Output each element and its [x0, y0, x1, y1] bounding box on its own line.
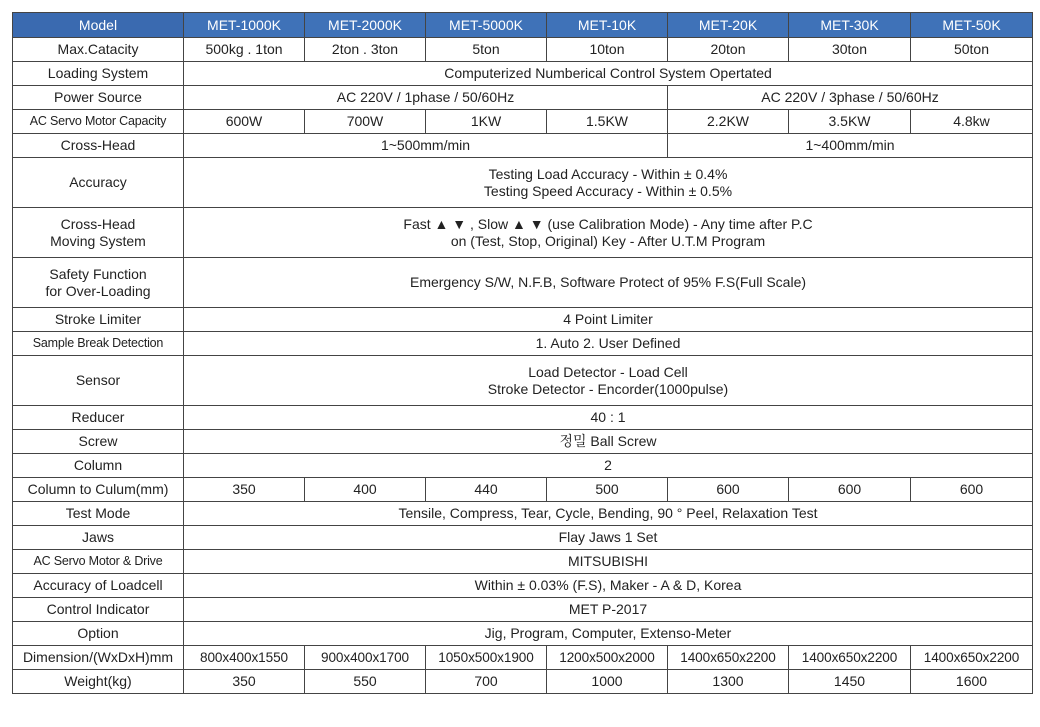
table-cell: 1050x500x1900 — [426, 646, 547, 670]
table-cell: 40 : 1 — [184, 406, 1033, 430]
row-label: Test Mode — [13, 502, 184, 526]
table-cell: 350 — [184, 670, 305, 694]
table-cell: 3.5KW — [789, 110, 911, 134]
row-label-line-2: Moving System — [50, 232, 146, 249]
row-label: Accuracy — [13, 158, 184, 208]
table-cell: 1200x500x2000 — [547, 646, 668, 670]
table-cell: MITSUBISHI — [184, 550, 1033, 574]
row-label: Column — [13, 454, 184, 478]
row-dimension — [13, 646, 1033, 670]
row-label: Screw — [13, 430, 184, 454]
table-cell: 1400x650x2200 — [668, 646, 789, 670]
table-cell: 1000 — [547, 670, 668, 694]
table-cell: 4.8kw — [911, 110, 1033, 134]
table-cell: Computerized Numberical Control System Opertated — [184, 62, 1033, 86]
row-control-indicator — [13, 598, 1033, 622]
model-header: Model — [13, 13, 184, 38]
model-col-5: MET-20K — [668, 13, 789, 38]
table-cell: 10ton — [547, 38, 668, 62]
row-label-line-1: Cross-Head — [60, 215, 136, 232]
table-cell: 1~400mm/min — [668, 134, 1033, 158]
row-label: Control Indicator — [13, 598, 184, 622]
table-cell: 600 — [789, 478, 911, 502]
table-cell: 2.2KW — [668, 110, 789, 134]
row-loading-system — [13, 62, 1033, 86]
table-cell: 30ton — [789, 38, 911, 62]
table-cell: 1.5KW — [547, 110, 668, 134]
table-cell: AC 220V / 1phase / 50/60Hz — [184, 86, 668, 110]
row-break-detection — [13, 332, 1033, 356]
table-cell: 900x400x1700 — [305, 646, 426, 670]
table-cell: MET P-2017 — [184, 598, 1033, 622]
table-cell: 440 — [426, 478, 547, 502]
table-cell: 2 — [184, 454, 1033, 478]
model-col-2: MET-2000K — [305, 13, 426, 38]
table-cell: 1450 — [789, 670, 911, 694]
model-col-4: MET-10K — [547, 13, 668, 38]
table-cell: Flay Jaws 1 Set — [184, 526, 1033, 550]
row-label: Weight(kg) — [13, 670, 184, 694]
row-stroke-limiter — [13, 308, 1033, 332]
sensor-line-2: Stroke Detector - Encorder(1000pulse) — [487, 380, 729, 397]
row-label: Column to Culum(mm) — [13, 478, 184, 502]
table-cell: 600 — [668, 478, 789, 502]
spec-sheet — [12, 12, 1032, 694]
row-label: Jaws — [13, 526, 184, 550]
table-cell: Emergency S/W, N.F.B, Software Protect of 95% F.S(Full Scale) — [184, 258, 1033, 308]
row-reducer — [13, 406, 1033, 430]
table-cell: 20ton — [668, 38, 789, 62]
table-cell: 1600 — [911, 670, 1033, 694]
row-label: Stroke Limiter — [13, 308, 184, 332]
table-cell: 1. Auto 2. User Defined — [184, 332, 1033, 356]
row-weight — [13, 670, 1033, 694]
spec-table — [12, 12, 1033, 694]
row-label-line-1: Safety Function — [49, 265, 147, 282]
table-cell: 550 — [305, 670, 426, 694]
table-cell: 정밀 Ball Screw — [184, 430, 1033, 454]
accuracy-line-2: Testing Speed Accuracy - Within ± 0.5% — [483, 182, 733, 199]
moving-line-2: on (Test, Stop, Original) Key - After U.T.M Program — [450, 232, 766, 249]
table-cell: 1KW — [426, 110, 547, 134]
table-cell: 500 — [547, 478, 668, 502]
row-test-mode — [13, 502, 1033, 526]
table-cell: 4 Point Limiter — [184, 308, 1033, 332]
row-max-capacity — [13, 38, 1033, 62]
row-label: AC Servo Motor Capacity — [13, 110, 184, 134]
row-label: Sensor — [13, 356, 184, 406]
row-safety-function — [13, 258, 1033, 308]
table-cell — [184, 158, 1033, 208]
table-cell: 50ton — [911, 38, 1033, 62]
row-power-source — [13, 86, 1033, 110]
table-cell: Within ± 0.03% (F.S), Maker - A & D, Korea — [184, 574, 1033, 598]
sensor-line-1: Load Detector - Load Cell — [528, 363, 688, 380]
row-label-line-2: for Over-Loading — [45, 282, 151, 299]
row-accuracy — [13, 158, 1033, 208]
row-label: AC Servo Motor & Drive — [13, 550, 184, 574]
model-col-6: MET-30K — [789, 13, 911, 38]
table-cell: 2ton . 3ton — [305, 38, 426, 62]
row-label — [13, 208, 184, 258]
table-cell: 1400x650x2200 — [789, 646, 911, 670]
table-cell: 1~500mm/min — [184, 134, 668, 158]
table-cell: 500kg . 1ton — [184, 38, 305, 62]
row-servo-capacity — [13, 110, 1033, 134]
table-cell: 1400x650x2200 — [911, 646, 1033, 670]
row-jaws — [13, 526, 1033, 550]
moving-line-1: Fast ▲ ▼ , Slow ▲ ▼ (use Calibration Mode) - Any time after P.C — [403, 215, 813, 232]
table-cell: Tensile, Compress, Tear, Cycle, Bending, 90 ° Peel, Relaxation Test — [184, 502, 1033, 526]
row-screw — [13, 430, 1033, 454]
row-moving-system — [13, 208, 1033, 258]
row-cross-head — [13, 134, 1033, 158]
table-cell: Jig, Program, Computer, Extenso-Meter — [184, 622, 1033, 646]
row-label: Sample Break Detection — [13, 332, 184, 356]
row-column-to-column — [13, 478, 1033, 502]
model-col-7: MET-50K — [911, 13, 1033, 38]
row-sensor — [13, 356, 1033, 406]
row-label: Option — [13, 622, 184, 646]
row-label: Reducer — [13, 406, 184, 430]
row-label: Dimension/(WxDxH)mm — [13, 646, 184, 670]
table-cell: 5ton — [426, 38, 547, 62]
table-cell: 800x400x1550 — [184, 646, 305, 670]
table-cell: 700 — [426, 670, 547, 694]
table-cell: 700W — [305, 110, 426, 134]
row-column — [13, 454, 1033, 478]
row-servo-drive — [13, 550, 1033, 574]
table-cell: 350 — [184, 478, 305, 502]
row-label: Accuracy of Loadcell — [13, 574, 184, 598]
row-label: Max.Catacity — [13, 38, 184, 62]
table-cell — [184, 208, 1033, 258]
row-option — [13, 622, 1033, 646]
row-label: Power Source — [13, 86, 184, 110]
accuracy-line-1: Testing Load Accuracy - Within ± 0.4% — [488, 165, 728, 182]
row-label: Cross-Head — [13, 134, 184, 158]
table-cell: 600W — [184, 110, 305, 134]
header-row — [13, 13, 1033, 38]
table-cell: AC 220V / 3phase / 50/60Hz — [668, 86, 1033, 110]
row-loadcell-accuracy — [13, 574, 1033, 598]
table-cell: 1300 — [668, 670, 789, 694]
table-cell — [184, 356, 1033, 406]
model-col-3: MET-5000K — [426, 13, 547, 38]
row-label — [13, 258, 184, 308]
table-cell: 600 — [911, 478, 1033, 502]
row-label: Loading System — [13, 62, 184, 86]
model-col-1: MET-1000K — [184, 13, 305, 38]
table-cell: 400 — [305, 478, 426, 502]
